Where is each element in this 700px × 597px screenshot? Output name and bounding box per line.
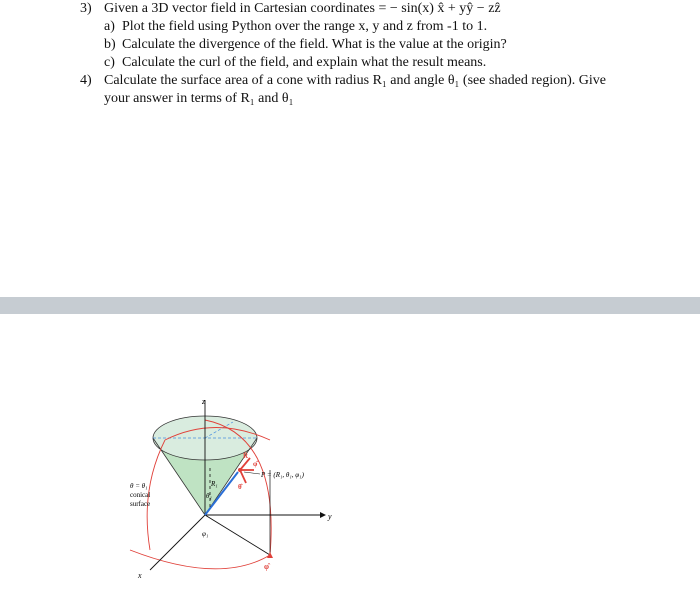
question-3c <box>104 54 486 72</box>
z-axis-label: z <box>202 397 206 406</box>
x-axis <box>150 515 205 570</box>
section-divider <box>0 297 700 314</box>
question-3b <box>104 36 507 54</box>
r-hat-label: R̂ <box>243 452 249 460</box>
y-axis-arrow <box>320 512 326 518</box>
conical-label-1: θ = θ₁ <box>130 482 148 490</box>
question-3a <box>104 18 487 36</box>
y-axis-label: y <box>328 512 332 521</box>
phi-hat-bottom-label: φ̂ <box>264 562 269 571</box>
question-3a-label: a) <box>104 19 115 34</box>
question-3 <box>0 0 700 72</box>
projection-line <box>205 515 270 555</box>
sphere-equator-arc <box>130 550 270 569</box>
phi1-label: φ₁ <box>202 530 209 538</box>
r1-label: R₁ <box>211 480 218 488</box>
point-p-label: P = (R₁, θ₁, φ₁) <box>261 471 304 479</box>
question-4-line-1: Calculate the surface area of a cone with radius R₁ and angle θ₁ (see shaded region). Give <box>104 73 606 88</box>
theta1-label: θ₁ <box>206 492 212 500</box>
x-axis-label: x <box>138 571 142 580</box>
question-4 <box>0 72 700 108</box>
phi-hat-label: φ̂ <box>253 460 258 468</box>
question-3c-text: Calculate the curl of the field, and explain what the result means. <box>122 55 487 70</box>
question-3c-label: c) <box>104 55 115 70</box>
question-3a-text: Plot the field using Python over the range x, y and z from -1 to 1. <box>122 19 488 34</box>
question-3b-label: b) <box>104 37 116 52</box>
phi-hat-bottom-arrow <box>267 552 273 558</box>
question-4-line-2: your answer in terms of R₁ and θ₁ <box>104 91 294 106</box>
question-3-number: 3) <box>80 1 92 16</box>
conical-label-2: conical <box>130 491 151 499</box>
question-4-number: 4) <box>80 73 92 88</box>
question-3b-text: Calculate the divergence of the field. What is the value at the origin? <box>122 37 507 52</box>
point-p-leader <box>244 472 260 474</box>
theta-hat-label: θ̂ <box>238 483 242 491</box>
cone-figure <box>120 380 350 590</box>
question-3-text: Given a 3D vector field in Cartesian coordinates = − sin(x) x̂ + yŷ − zẑ <box>104 1 501 16</box>
conical-label-3: surface <box>130 500 151 508</box>
